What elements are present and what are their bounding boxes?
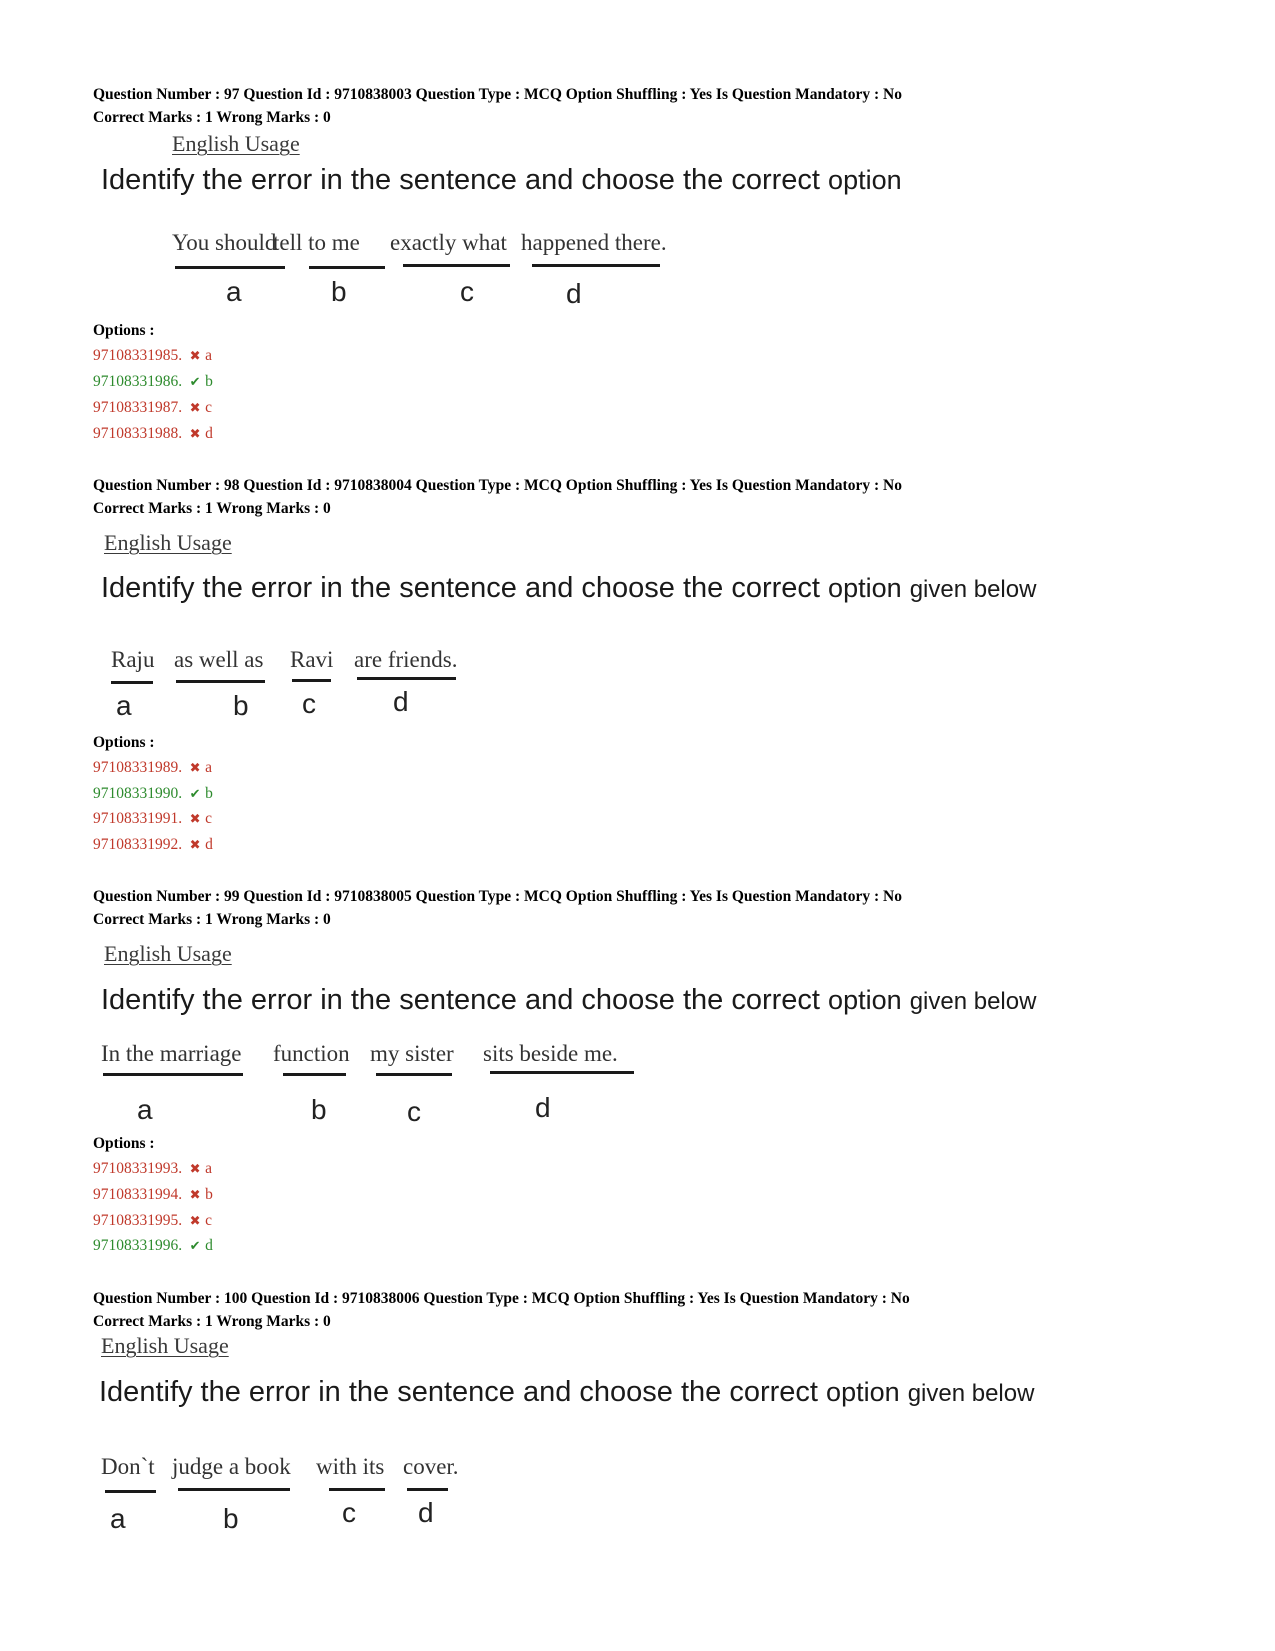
segment-letter: b: [331, 276, 347, 307]
segment-letter: a: [110, 1503, 126, 1534]
option-row: 97108331988. ✖ d: [93, 425, 213, 442]
option-row: 97108331995. ✖ c: [93, 1212, 213, 1229]
segment-a: You should: [172, 230, 277, 255]
question-meta: Question Number : 99 Question Id : 9710838005 Question Type : MCQ Option Shuffling : Yes Is Question Mandatory : No: [93, 888, 902, 905]
segment-underline: [175, 266, 285, 269]
question-meta: Question Number : 97 Question Id : 9710838003 Question Type : MCQ Option Shuffling : Yes Is Question Mandatory : No: [93, 86, 902, 103]
segment-d: sits beside me.: [483, 1041, 618, 1066]
segment-d: cover.: [403, 1454, 459, 1479]
segment-c: exactly what: [390, 230, 507, 255]
option-row: 97108331992. ✖ d: [93, 836, 213, 853]
options-label: Options :: [93, 322, 155, 339]
cross-icon: ✖: [189, 348, 201, 363]
segment-letter: c: [342, 1497, 356, 1528]
segment-letter: d: [418, 1497, 434, 1528]
segment-underline: [376, 1073, 452, 1076]
question-topic: English Usage: [172, 131, 300, 156]
segment-c: Ravi: [290, 647, 334, 672]
segment-a: Raju: [111, 647, 155, 672]
segment-b: function: [273, 1041, 350, 1066]
segment-underline: [357, 677, 456, 680]
segment-b: judge a book: [172, 1454, 291, 1479]
cross-icon: ✖: [189, 837, 201, 852]
segment-underline: [532, 264, 660, 267]
segment-c: with its: [316, 1454, 385, 1479]
segment-d: are friends.: [354, 647, 458, 672]
segment-letter: c: [407, 1096, 421, 1127]
question-prompt: Identify the error in the sentence and choose the correct option given below: [101, 984, 1037, 1016]
segment-underline: [309, 266, 385, 269]
question-marks: Correct Marks : 1 Wrong Marks : 0: [93, 500, 331, 517]
question-marks: Correct Marks : 1 Wrong Marks : 0: [93, 1313, 331, 1330]
segment-underline: [407, 1488, 448, 1491]
question-marks: Correct Marks : 1 Wrong Marks : 0: [93, 109, 331, 126]
option-row: 97108331985. ✖ a: [93, 347, 213, 364]
cross-icon: ✖: [189, 426, 201, 441]
options-label: Options :: [93, 1135, 155, 1152]
cross-icon: ✖: [189, 1187, 201, 1202]
question-meta: Question Number : 100 Question Id : 9710838006 Question Type : MCQ Option Shuffling : Yes Is Question Mandatory : No: [93, 1290, 910, 1307]
check-icon: ✔: [189, 786, 201, 801]
cross-icon: ✖: [189, 1161, 201, 1176]
option-row: 97108331993. ✖ a: [93, 1160, 213, 1177]
segment-underline: [403, 264, 510, 267]
segment-b: as well as: [174, 647, 264, 672]
question-prompt: Identify the error in the sentence and choose the correct option given below: [101, 572, 1037, 604]
segment-letter: d: [393, 686, 409, 717]
cross-icon: ✖: [189, 1213, 201, 1228]
segment-a: In the marriage: [101, 1041, 242, 1066]
segment-underline: [283, 1073, 346, 1076]
segment-a: Don`t: [101, 1454, 155, 1479]
cross-icon: ✖: [189, 811, 201, 826]
segment-underline: [329, 1488, 385, 1491]
option-row: 97108331994. ✖ b: [93, 1186, 213, 1203]
segment-underline: [103, 1073, 243, 1076]
segment-underline: [105, 1490, 156, 1493]
segment-d: happened there.: [521, 230, 667, 255]
option-row: 97108331989. ✖ a: [93, 759, 213, 776]
segment-letter: d: [535, 1092, 551, 1123]
option-row: 97108331996. ✔ d: [93, 1237, 213, 1254]
option-row: 97108331986. ✔ b: [93, 373, 213, 390]
check-icon: ✔: [189, 1238, 201, 1253]
question-topic: English Usage: [101, 1333, 229, 1358]
question-prompt: Identify the error in the sentence and choose the correct option: [101, 164, 902, 196]
question-meta: Question Number : 98 Question Id : 9710838004 Question Type : MCQ Option Shuffling : Yes Is Question Mandatory : No: [93, 477, 902, 494]
question-prompt: Identify the error in the sentence and choose the correct option given below: [99, 1376, 1035, 1408]
segment-underline: [111, 681, 153, 684]
segment-b: tell to me: [273, 230, 360, 255]
segment-letter: c: [460, 276, 474, 307]
check-icon: ✔: [189, 374, 201, 389]
option-row: 97108331990. ✔ b: [93, 785, 213, 802]
cross-icon: ✖: [189, 400, 201, 415]
segment-underline: [176, 680, 265, 683]
segment-letter: a: [137, 1094, 153, 1125]
cross-icon: ✖: [189, 760, 201, 775]
segment-underline: [178, 1488, 290, 1491]
segment-letter: a: [116, 690, 132, 721]
segment-underline: [490, 1071, 634, 1074]
segment-letter: d: [566, 278, 582, 309]
segment-letter: b: [311, 1094, 327, 1125]
segment-letter: a: [226, 276, 242, 307]
segment-c: my sister: [370, 1041, 454, 1066]
question-marks: Correct Marks : 1 Wrong Marks : 0: [93, 911, 331, 928]
segment-underline: [292, 679, 331, 682]
segment-letter: b: [223, 1503, 239, 1534]
option-row: 97108331991. ✖ c: [93, 810, 213, 827]
segment-letter: c: [302, 688, 316, 719]
question-topic: English Usage: [104, 530, 232, 555]
segment-letter: b: [233, 690, 249, 721]
option-row: 97108331987. ✖ c: [93, 399, 213, 416]
options-label: Options :: [93, 734, 155, 751]
question-topic: English Usage: [104, 941, 232, 966]
